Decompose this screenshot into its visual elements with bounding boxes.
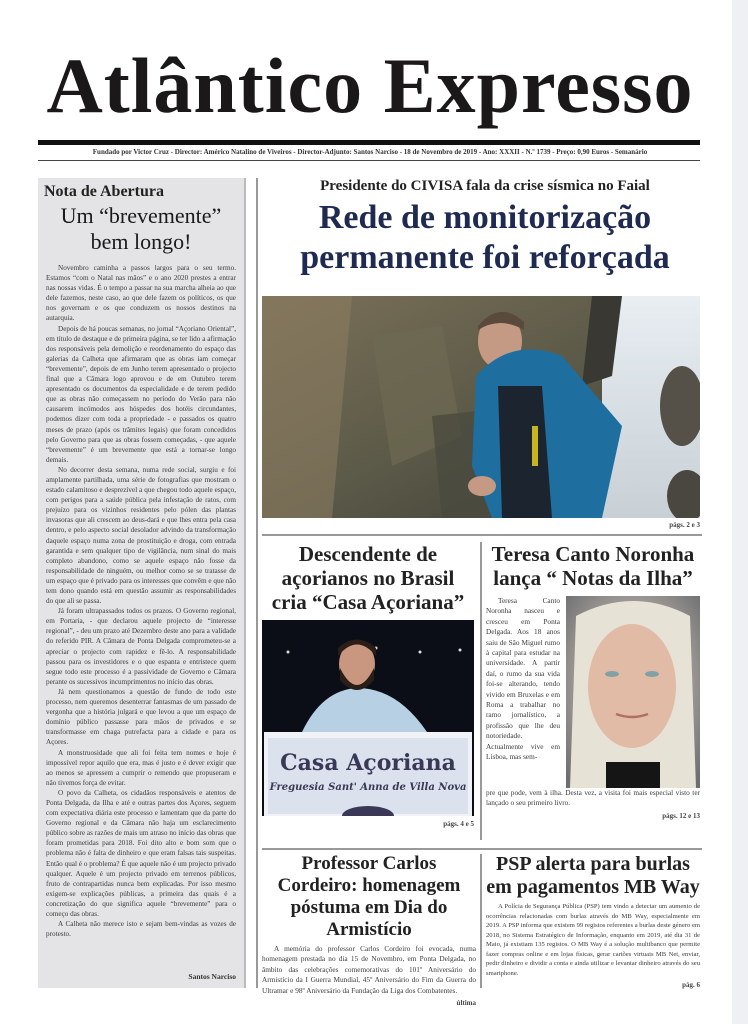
lead-kicker[interactable]: Presidente do CIVISA fala da crise sísmica no Faial [320,178,650,194]
teresa-paragraph: Teresa Canto Noronha nasceu e cresceu em Ponta Delgada. Aos 18 anos saiu de São Miguel rumo à capital para estudar na universidade. A partir daí, o rumo da sua vida foi-se alterando, tendo vivido em Bruxelas e em Roma a trabalhar no ramo jornalístico, a profissão que lhe deu notoriedade. Actualmente vive em Lisboa, mas sem- [486,596,560,762]
teresa-paragraph: pre que pode, vem à ilha. Desta vez, a visita foi mais especial visto ter lançado o seu primeiro livro. [486,788,700,808]
newspaper-masthead: Atlântico Expresso [46,42,694,129]
editorial-title: Um “brevemente” bem longo! [60,203,222,254]
casa-photo[interactable] [262,620,474,816]
section-rule [262,534,702,536]
lead-page-ref[interactable]: págs. 2 e 3 [669,521,700,529]
casa-banner-subtitle: Freguesia Sant' Anna de Villa Nova [269,782,467,793]
teresa-body-full [486,788,700,809]
section-rule [262,848,702,850]
editorial-paragraph: O povo da Calheta, os cidadãos responsáveis e atentos de Ponta Delgada, da Ilha e até e outras partes dos Açores, seguem com expectativa diária este processo e lamentam que da parte do Governo regional e da Câmara não haja um esclarecimento público sobre as razões de mais um atraso no início das obras que foram prometidas para 2018. Foi dito alto e bom som que o problema não é falta de dinheiro e que eram falsas tais suspeitas. Então qual é o problema? É que aquele não é um projecto privado qualquer. Aquele é um projecto privado em terrenos públicos, fruto de contrapartidas nunca bem explicadas. Por isso mesmo exigem-se explicações públicas, a primeira das quais é a concretização do que significa aquele “brevemente” para o começo das obras. [46,788,236,918]
masthead-info-line: Fundado por Victor Cruz - Director: Américo Natalino de Viveiros - Director-Adjunto: Santos Narciso - 18 de Novembro de 2019 - Ano: XXXII - N.º 1739 - Preço: 0,90 Euros - Semanário [92,148,648,156]
editorial-paragraph: Depois de há poucas semanas, no jornal “Açoriano Oriental”, em título de destaque e de primeira página, se ter lido a afirmação dos responsáveis pela demolição e reordenamento do espaço das galerias da Calheta que afirmaram que as obras iam começar “brevemente”, depois de em Junho terem apresentado o projecto final que a Câmara logo aprovou e de em Outubro terem apresentado os documentos da especialidade e de terem pedido que as obras não começassem no período do Verão para não causarem incómodos aos hóspedes dos hotéis circundantes, podemos dizer com toda a propriedade - e passados os quatro meses de prazo (após os trâmites legais) que foram concedidos pelo Governo para que as obras fossem começadas, - que aquele “brevemente” é um brevemente que está a tornar-se longo demais. [46,324,236,464]
psp-page-ref[interactable]: pág. 6 [682,981,700,989]
lead-photo-block [262,296,700,530]
cordeiro-page-ref[interactable]: última [456,999,476,1008]
teresa-photo[interactable] [566,596,700,788]
cordeiro-block [262,853,476,1008]
psp-body [486,902,700,978]
casa-banner-title: Casa Açoriana [280,750,456,776]
cordeiro-headline[interactable]: Professor Carlos Cordeiro: homenagem póstuma em Dia do Armistício [277,853,461,940]
casa-photo-image [262,620,474,816]
column-divider [480,542,482,840]
teresa-photo-image [566,596,700,788]
psp-paragraph: A Polícia de Segurança Pública (PSP) tem vindo a detectar um aumento de ocorrências relacionadas com burlas através do MB Way, especialmente em 2019. A PSP informa que existem 99 registos referentes a burlas deste género em 2018, no Sistema Estratégico de Informação, enquanto em 2019, até dia 31 de Maio, já existiam 135 registos. O MB Way é a solução multibanco que permite fazer compras online e em lojas físicas, gerar cartões virtuais MB Net, enviar, pedir dinheiro e dividir a conta e ainda utilizar e levantar dinheiro através do seu smartphone. [486,903,700,977]
teresa-headline[interactable]: Teresa Canto Noronha lança “ Notas da Ilha” [491,542,695,590]
teresa-block [486,542,700,821]
editorial-author: Santos Narciso [188,972,236,981]
column-divider [256,178,258,988]
editorial-box [38,178,246,988]
casa-block [262,542,474,829]
masthead-rule-thin [38,160,700,161]
psp-headline[interactable]: PSP alerta para burlas em pagamentos MB Way [486,853,700,898]
teresa-page-ref[interactable]: págs. 12 e 13 [662,811,700,820]
editorial-paragraph: Novembro caminha a passos largos para o seu termo. Estamos “com o Natal nas mãos” e o ano 2020 prestes a entrar nas nossas vidas. É o tempo a passar na sua marcha alheia ao que dele fazemos, neste caso, ao que dele fazem os políticos, os que nos governam e os que conduzem os nossos destinos na autarquia. [46,264,236,323]
teresa-body-wrap [486,596,560,788]
casa-headline[interactable]: Descendente de açorianos no Brasil cria “Casa Açoriana” [271,542,465,614]
teresa-row [486,596,700,788]
casa-page-ref[interactable]: págs. 4 e 5 [443,820,474,828]
editorial-paragraph: Já nem questionamos a questão de fundo de todo este processo, nem queremos desenterrar fantasmas de um passado de vergonha que a história julgará e que levou a que um espaço de domínio público passasse para mãos de privados e se transformasse em chaga putrefacta para a cidade e para os Açores. [46,687,236,747]
editorial-paragraph: A monstruosidade que ali foi feita tem nomes e hoje é impossível repor aquilo que era, mas é justo e é dever exigir que ao menos se apressem a cumprir o remendo que propuseram e não tivemos força de evitar. [46,748,236,787]
editorial-paragraph: No decorrer desta semana, numa rede social, surgiu e foi amplamente partilhada, uma série de fotografias que mostram o estado calamitoso e desprezível a que chegou todo aquele espaço, com perigos para a saúde pública pela infestação de ratos, com prejuízo para os vizinhos residentes pelo pólen das plantas invasoras que ali crescem ao deus-dará e que lhes entra pela casa dentro, e pelo aspecto social desolador advindo da transformação daquele espaço numa zona de prostituição e droga, com entrada garantida e sem qualquer tipo de vigilância, num sinal do mais completo abandono, como se aquele espaço não fosse da responsabilidade de ninguém, ou melhor como se se tratasse de um espaço que é privado para os interesses que convêm e que não tem dono quando está em questão assumir as responsabilidades do que ali se passa. [46,465,236,606]
editorial-body [46,263,236,939]
psp-block [486,853,700,990]
column-divider [480,854,482,988]
cordeiro-body [262,944,476,996]
editorial-kicker: Nota de Abertura [44,183,164,200]
masthead-rule [38,140,700,145]
cordeiro-paragraph: A memória do professor Carlos Cordeiro foi evocada, numa homenagem prestada no dia 15 de Novembro, em Ponta Delgada, no âmbito das celebrações comemorativas do 101º Aniversário do Armistício da I Guerra Mundial, 45º Aniversário do Fim da Guerra do Ultramar e 98º Aniversário da Fundação da Liga dos Combatentes. [262,944,476,995]
lead-photo-image [262,296,700,518]
lead-headline[interactable]: Rede de monitorização permanente foi reforçada [300,199,670,276]
lead-photo[interactable] [262,296,700,518]
editorial-paragraph: Já foram ultrapassados todos os prazos. O Governo regional, em Portaria, - que declarou aquele projecto de “interesse regional”, - deu um prazo até Dezembro deste ano para a validade do referido PIR. A Câmara de Ponta Delgada comprometeu-se a apreciar o projecto com rapidez e fê-lo. A responsabilidade passou para os investidores e o que espanta e entristece quem segue todo este processo é a passividade de Governo e Câmara perante os sucessivos incumprimentos no início das obras. [46,607,236,686]
editorial-paragraph: A Calheta não merece isto e sejam bem-vindas as vozes de protesto. [46,920,236,939]
page-edge [732,0,748,1024]
